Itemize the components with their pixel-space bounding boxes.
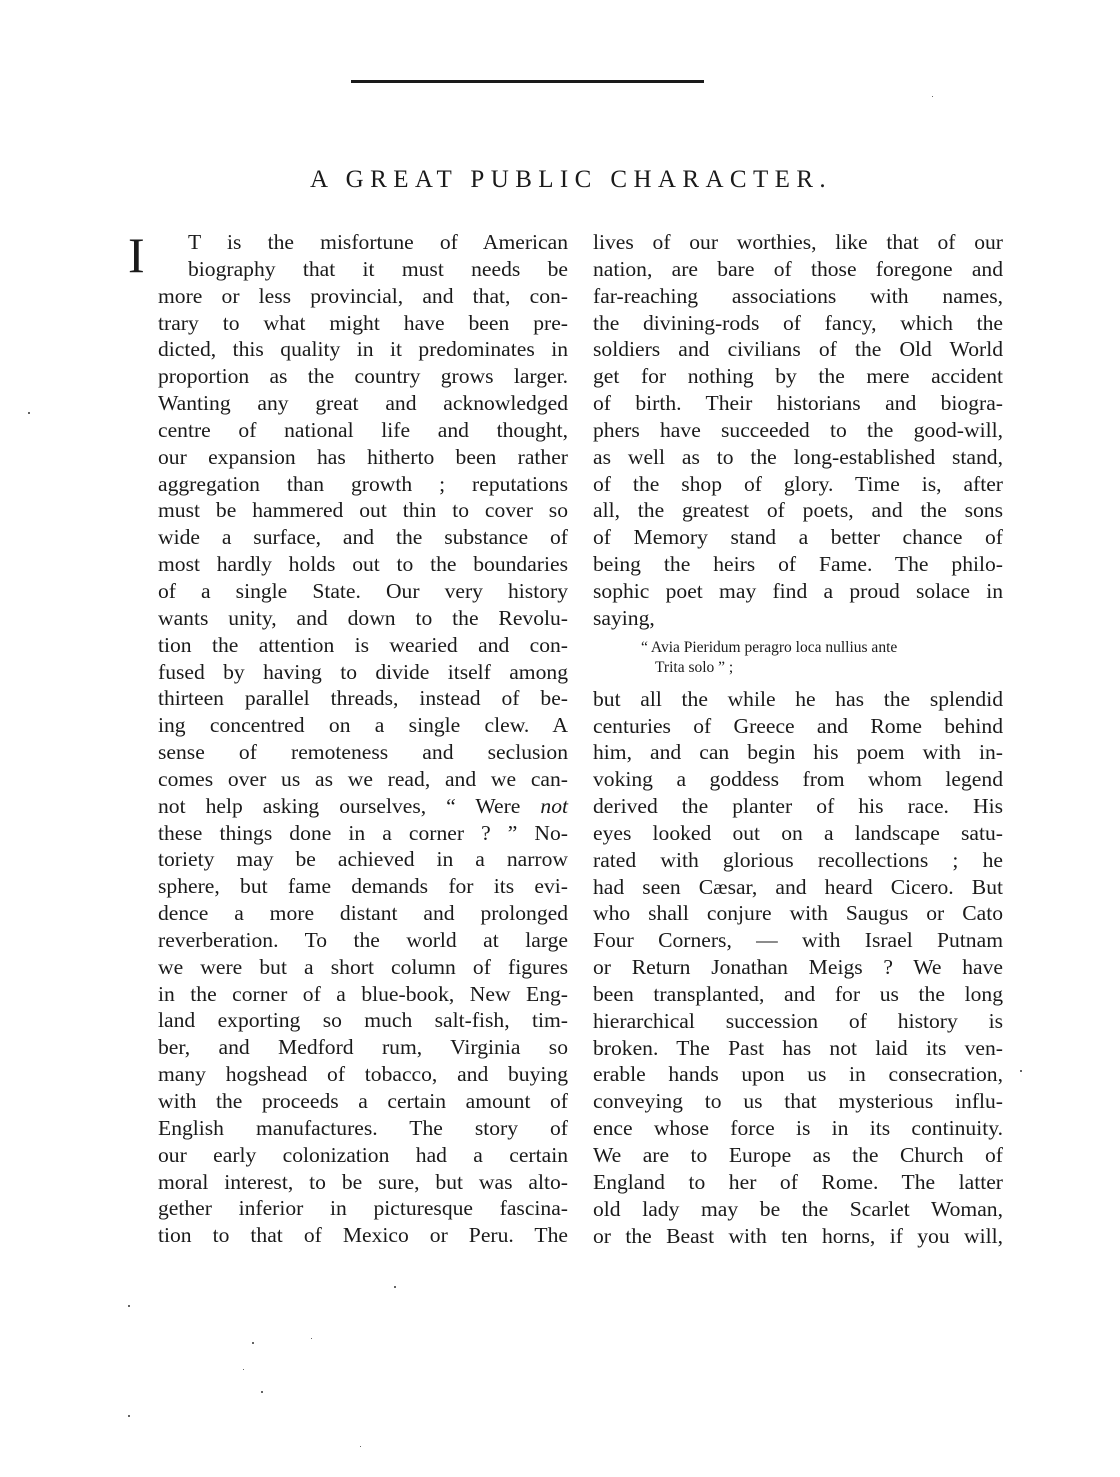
scan-speck [128,1415,130,1417]
text-line: wants unity, and down to the Revolu- [158,605,568,630]
latin-quotation [593,632,1003,686]
text-line: erable hands upon us in consecration, [593,1062,1003,1087]
text-line: being the heirs of Fame. The philo- [593,552,1003,577]
text-line: sense of remoteness and seclusion [158,740,568,765]
drop-cap: I [128,227,145,283]
text-line: eyes looked out on a landscape satu- [593,820,1003,845]
text-line: who shall conjure with Saugus or Cato [593,901,1003,926]
text-line: trary to what might have been pre- [158,310,568,335]
text-line: voking a goddess from whom legend [593,767,1003,792]
scan-speck [394,1286,396,1288]
scan-speck [28,412,30,414]
text-line: been transplanted, and for us the long [593,981,1003,1006]
text-line: wide a surface, and the substance of [158,525,568,550]
text-line: aggregation than growth ; reputations [158,471,568,496]
text-line: tion to that of Mexico or Peru. The [158,1223,568,1248]
scan-speck [243,1369,244,1370]
text-line: land exporting so much salt-fish, tim- [158,1008,568,1033]
text-line: him, and can begin his poem with in- [593,740,1003,765]
text-line: fused by having to divide itself among [158,659,568,684]
text-line: ber, and Medford rum, Virginia so [158,1035,568,1060]
text-line: tion the attention is wearied and con- [158,632,568,657]
text-line: soldiers and civilians of the Old World [593,337,1003,362]
text-line: biography that it must needs be [188,256,568,281]
text-line: of Memory stand a better chance of [593,525,1003,550]
text-line: I T is the misfortune of American [128,227,568,283]
text-line: Wanting any great and acknowledged [158,391,568,416]
text-line: saying, [593,605,655,630]
text-line: conveying to us that mysterious influ- [593,1089,1003,1114]
text-line: derived the planter of his race. His [593,794,1003,819]
right-column [593,229,1003,1249]
text-line: had seen Cæsar, and heard Cicero. But [593,874,1003,899]
text-line: lives of our worthies, like that of our [593,230,1003,254]
text-line: reverberation. To the world at large [158,927,568,952]
quote-line: Trita solo ” ; [655,658,734,676]
text-line: dence a more distant and prolonged [158,901,568,926]
text-line: of a single State. Our very history [158,578,568,603]
text-line: moral interest, to be sure, but was alto- [158,1169,568,1194]
header-rule [351,80,704,83]
text-line: England to her of Rome. The latter [593,1169,1003,1194]
text-line: sphere, but fame demands for its evi- [158,874,568,899]
text-line: we were but a short column of figures [158,954,568,979]
text-line: dicted, this quality in it predominates in [158,337,568,362]
text-line: English manufactures. The story of [158,1115,568,1140]
text-line: hierarchical succession of history is [593,1008,1003,1033]
text-line: in the corner of a blue-book, New Eng- [158,981,568,1006]
left-column [128,227,568,1249]
scan-speck [360,1446,361,1447]
text-line: must be hammered out thin to cover so [158,498,568,523]
text-line: far-reaching associations with names, [593,283,1003,308]
text-line: these things done in a corner ? ” No- [158,820,568,845]
text-line: sophic poet may find a proud solace in [593,578,1003,603]
text-line: phers have succeeded to the good-will, [593,417,1003,442]
text-line: ence whose force is in its continuity. [593,1116,1003,1141]
text-line: of the shop of glory. Time is, after [593,471,1003,496]
text-line: nation, are bare of those foregone and [593,256,1003,281]
text-line: most hardly holds out to the boundaries [158,552,568,577]
text-line: but all the while he has the splendid [593,686,1003,711]
scan-speck [261,1391,263,1393]
text-line: broken. The Past has not laid its ven- [593,1035,1003,1060]
text-line: more or less provincial, and that, con- [158,283,568,308]
text-line: get for nothing by the mere accident [593,364,1003,389]
text-line: rated with glorious recollections ; he [593,847,1003,872]
text-line: our expansion has hitherto been rather [158,444,568,469]
text-line: thirteen parallel threads, instead of be- [158,686,568,711]
text-line: of birth. Their historians and biogra- [593,391,1003,416]
text-line: our early colonization had a certain [158,1142,568,1167]
scan-speck [311,1338,312,1339]
article-title: A GREAT PUBLIC CHARACTER. [309,166,833,193]
text-line: old lady may be the Scarlet Woman, [593,1196,1003,1221]
text-line: as well as to the long-established stand, [593,444,1003,469]
scan-speck [1020,1070,1022,1072]
italic-emphasis: not [540,793,568,818]
text-line: not help asking ourselves, “ Were not [158,793,568,818]
quote-line: “ Avia Pieridum peragro loca nullius ante [641,638,898,656]
text-line: centuries of Greece and Rome behind [593,713,1003,738]
text-line: centre of national life and thought, [158,417,568,442]
scan-speck [128,1305,130,1307]
text-line: comes over us as we read, and we can- [158,766,568,791]
text-line: proportion as the country grows larger. [158,364,568,389]
text-line: all, the greatest of poets, and the sons [593,498,1003,523]
text-line: or Return Jonathan Meigs ? We have [593,955,1003,980]
text-line: gether inferior in picturesque fascina- [158,1196,568,1221]
text-line: Four Corners, — with Israel Putnam [593,928,1003,953]
text-line: the divining-rods of fancy, which the [593,310,1003,335]
text-line: We are to Europe as the Church of [593,1143,1003,1167]
scan-speck [252,1342,254,1344]
text-line: many hogshead of tobacco, and buying [158,1062,568,1087]
text-line: ing concentred on a single clew. A [158,713,568,738]
text-line: toriety may be achieved in a narrow [158,847,568,872]
text-line: with the proceeds a certain amount of [158,1089,568,1113]
scan-speck [932,96,933,97]
text-line: or the Beast with ten horns, if you will, [593,1223,1003,1248]
